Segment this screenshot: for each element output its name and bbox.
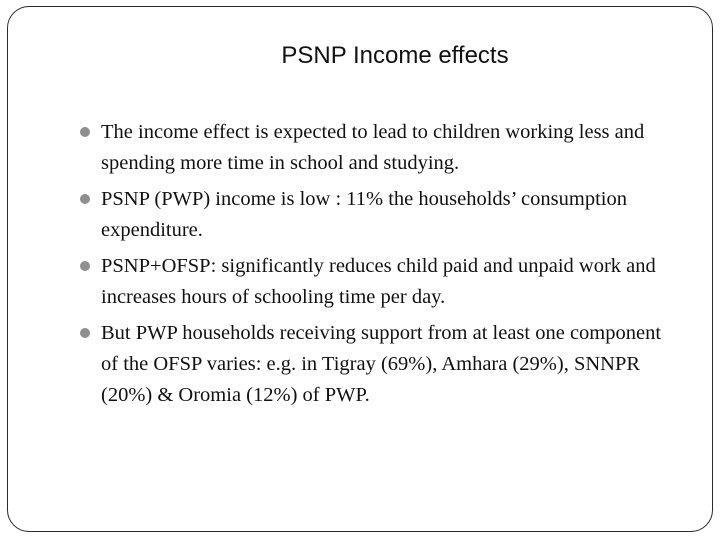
bullet-item <box>80 117 680 179</box>
bullet-text: PSNP (PWP) income is low : 11% the households’ consumption expenditure. <box>101 188 627 241</box>
bullet-text: The income effect is expected to lead to children working less and spending more time in school and studying. <box>101 121 645 174</box>
bullet-list <box>80 117 680 416</box>
bullet-text: PSNP+OFSP: significantly reduces child paid and unpaid work and increases hours of schooling time per day. <box>101 255 656 308</box>
bullet-dot-icon <box>80 261 90 271</box>
bullet-item <box>80 184 680 246</box>
bullet-text: But PWP households receiving support from at least one component of the OFSP varies: e.g. in Tigray (69%), Amhara (29%), SNNPR (20%) & Oromia (12%) of PWP. <box>101 322 662 406</box>
slide-title: PSNP Income effects <box>281 42 509 69</box>
bullet-item <box>80 318 680 411</box>
bullet-item <box>80 251 680 313</box>
bullet-dot-icon <box>80 328 90 338</box>
bullet-dot-icon <box>80 194 90 204</box>
bullet-dot-icon <box>80 127 90 137</box>
